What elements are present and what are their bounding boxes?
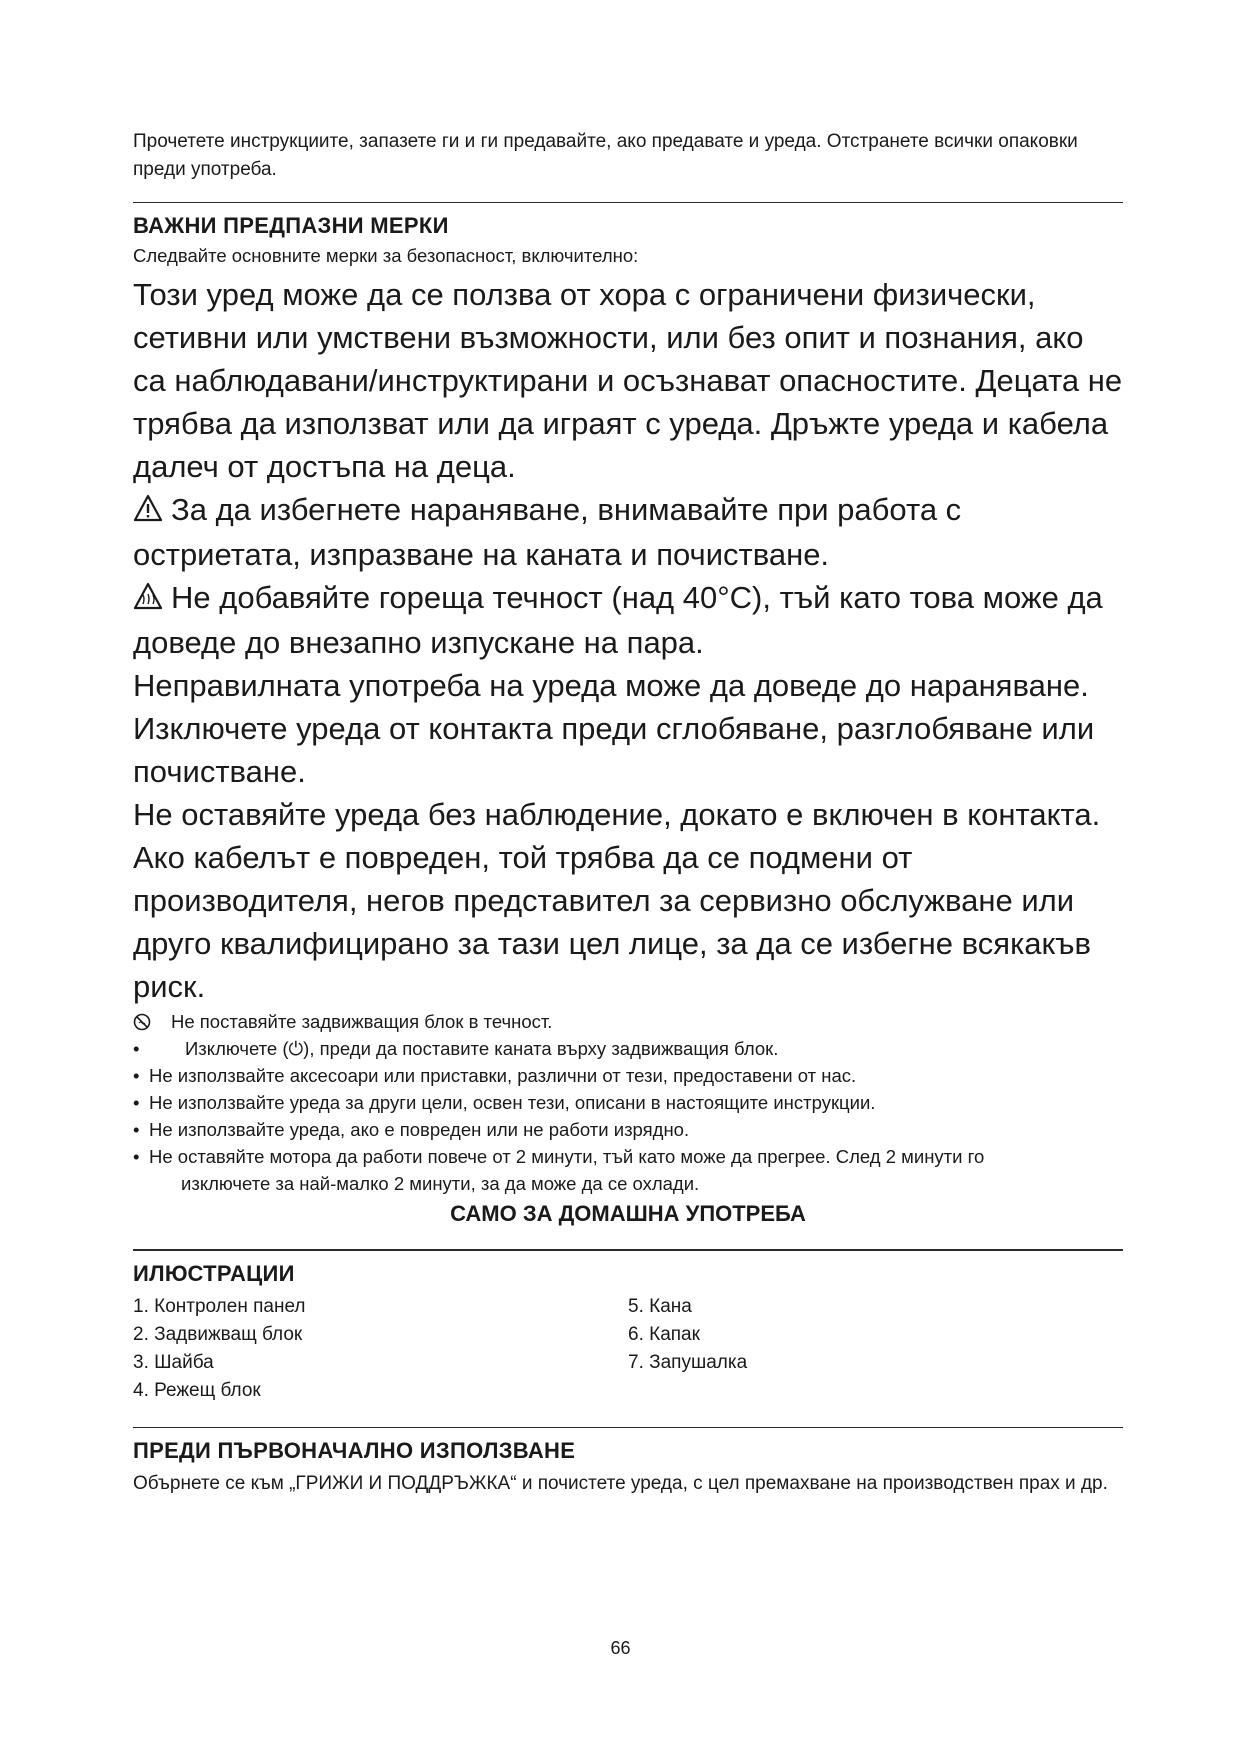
illustrations-heading: ИЛЮСТРАЦИИ bbox=[133, 1261, 295, 1286]
list-item: • Не използвайте аксесоари или приставки, различни от тези, предоставени от нас. bbox=[133, 1065, 857, 1086]
list-item: • Не използвайте уреда, ако е повреден или не работи изрядно. bbox=[133, 1119, 690, 1140]
safety-paragraph-unattended: Не оставяйте уреда без наблюдение, докато е включен в контакта. bbox=[133, 797, 1101, 832]
illustrations-column-left bbox=[133, 1293, 628, 1405]
illustrations-list bbox=[133, 1293, 1123, 1405]
hot-liquid-warning-icon bbox=[133, 578, 163, 621]
divider bbox=[133, 202, 1123, 203]
document-page bbox=[133, 128, 1123, 1498]
before-use-text: Обърнете се към „ГРИЖИ И ПОДДРЪЖКА“ и почистете уреда, с цел премахване на производствен прах и др. bbox=[133, 1473, 1108, 1494]
page-number: 66 bbox=[610, 1638, 631, 1658]
illustrations-column-right bbox=[628, 1293, 1123, 1405]
list-item: 3. Шайба bbox=[133, 1352, 214, 1373]
divider bbox=[133, 1249, 1123, 1251]
list-item: 4. Режещ блок bbox=[133, 1380, 261, 1401]
home-use-heading: САМО ЗА ДОМАШНА УПОТРЕБА bbox=[450, 1201, 806, 1226]
safety-paragraph-misuse: Неправилната употреба на уреда може да доведе до нараняване. bbox=[133, 668, 1089, 703]
list-item: 1. Контролен панел bbox=[133, 1296, 306, 1317]
safety-lead: Следвайте основните мерки за безопасност, включително: bbox=[133, 245, 639, 266]
list-item: • Не използвайте уреда за други цели, освен тези, описани в настоящите инструкции. bbox=[133, 1092, 876, 1113]
safety-paragraph-hot-liquid bbox=[133, 576, 1123, 664]
power-icon: ⏻ bbox=[288, 1038, 304, 1059]
list-item: 7. Запушалка bbox=[628, 1352, 748, 1373]
safety-bullet-list bbox=[133, 1008, 1123, 1197]
list-item: 6. Капак bbox=[628, 1324, 700, 1345]
before-use-heading: ПРЕДИ ПЪРВОНАЧАЛНО ИЗПОЛЗВАНЕ bbox=[133, 1438, 576, 1463]
safety-heading: ВАЖНИ ПРЕДПАЗНИ МЕРКИ bbox=[133, 213, 449, 238]
divider bbox=[133, 1427, 1123, 1428]
no-immersion-icon bbox=[133, 1011, 151, 1029]
list-item: • Не оставяйте мотора да работи повече от 2 минути, тъй като може да прегрее. След 2 минути го изключете за най-малко 2 минути, за да може да се охлади. bbox=[133, 1146, 985, 1194]
safety-paragraph-blades bbox=[133, 488, 1123, 576]
list-item: Не поставяйте задвижващия блок в течност. bbox=[133, 1008, 1123, 1035]
safety-paragraph-unplug: Изключете уреда от контакта преди сглобяване, разглобяване или почистване. bbox=[133, 711, 1095, 789]
hot-liquid-warning-text: Не добавяйте гореща течност (над 40°C), тъй като това може да доведе до внезапно изпускане на пара. bbox=[133, 580, 1103, 660]
safety-paragraph-cord: Ако кабелът е повреден, той трябва да се подмени от производителя, негов представител за сервизно обслужване или друго квалифицирано за тази цел лице, за да се избегне всякакъв риск. bbox=[133, 840, 1091, 1004]
safety-paragraph-supervision: Този уред може да се ползва от хора с ограничени физически, сетивни или умствени възможности, или без опит и познания, ако са наблюдавани/инструктирани и осъзнават опасностите. Децата не трябва да използват или да играят с уреда. Дръжте уреда и кабела далеч от достъпа на деца. bbox=[133, 277, 1123, 484]
list-item: • Изключете (⏻), преди да поставите каната върху задвижващия блок. bbox=[133, 1038, 779, 1059]
list-item: 2. Задвижващ блок bbox=[133, 1324, 303, 1345]
list-item: 5. Кана bbox=[628, 1296, 692, 1317]
warning-triangle-icon bbox=[133, 490, 163, 533]
intro-text: Прочетете инструкциите, запазете ги и ги предавайте, ако предавате и уреда. Отстранете всички опаковки преди употреба. bbox=[133, 131, 1078, 180]
blades-warning-text: За да избегнете нараняване, внимавайте при работа с остриетата, изпразване на каната и почистване. bbox=[133, 492, 962, 572]
